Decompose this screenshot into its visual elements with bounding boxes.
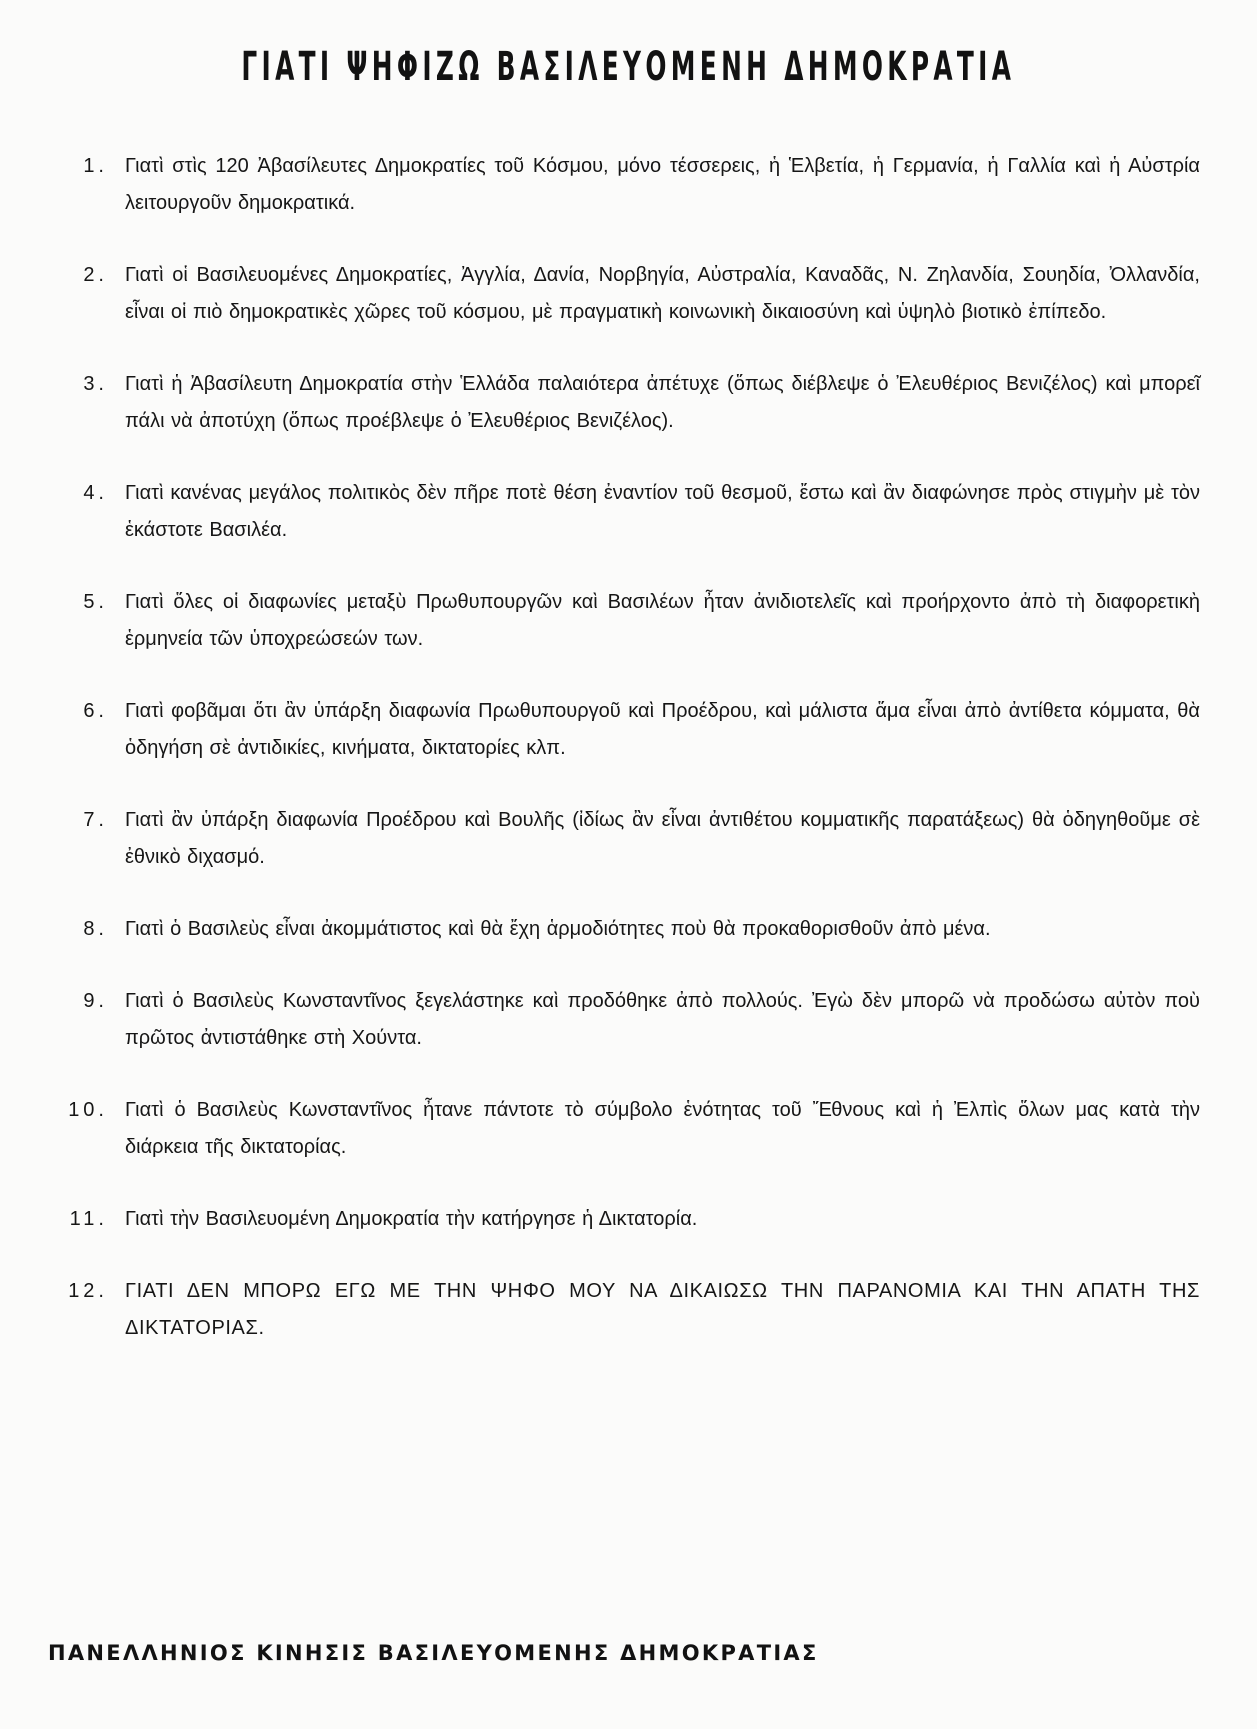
reason-item-8 xyxy=(48,911,1200,948)
organization-signature: ΠΑΝΕΛΛΗΝΙΟΣ ΚΙΝΗΣΙΣ ΒΑΣΙΛΕΥΟΜΕΝΗΣ ΔΗΜΟΚΡΑΤΙΑΣ xyxy=(48,1641,819,1665)
reason-text: Γιατὶ ὅλες οἱ διαφωνίες μεταξὺ Πρωθυπουργῶν καὶ Βασιλέων ἦταν ἀνιδιοτελεῖς καὶ προήρχοντο ἀπὸ τὴ διαφορετικὴ ἑρμηνεία τῶν ὑποχρεώσεών των. xyxy=(125,591,1200,650)
reason-number: 1. xyxy=(83,155,108,177)
reason-number: 9. xyxy=(83,990,108,1012)
reason-number: 3. xyxy=(83,373,108,395)
reason-text: Γιατὶ ἂν ὑπάρξη διαφωνία Προέδρου καὶ Βουλῆς (ἰδίως ἂν εἶναι ἀντιθέτου κομματικῆς παρατάξεως) θὰ ὁδηγηθοῦμε σὲ ἐθνικὸ διχασμό. xyxy=(125,809,1200,868)
reason-text: Γιατὶ φοβᾶμαι ὅτι ἂν ὑπάρξη διαφωνία Πρωθυπουργοῦ καὶ Προέδρου, καὶ μάλιστα ἅμα εἶναι ἀπὸ ἀντίθετα κόμματα, θὰ ὁδηγήση σὲ ἀντιδικίες, κινήματα, δικτατορίες κλπ. xyxy=(125,700,1200,759)
leaflet-title: ΓΙΑΤΙ ΨΗΦΙΖΩ ΒΑΣΙΛΕΥΟΜΕΝΗ ΔΗΜΟΚΡΑΤΙΑ xyxy=(241,44,1016,90)
reason-item-4 xyxy=(48,475,1200,549)
reason-item-3 xyxy=(48,366,1200,440)
reason-number: 5. xyxy=(83,591,108,613)
reason-item-1 xyxy=(48,148,1200,222)
reason-item-7 xyxy=(48,802,1200,876)
reason-item-11 xyxy=(48,1201,1200,1238)
reason-item-9 xyxy=(48,983,1200,1057)
reason-number: 10. xyxy=(68,1099,108,1121)
reason-number: 4. xyxy=(83,482,108,504)
reason-number: 2. xyxy=(83,264,108,286)
reason-item-12 xyxy=(48,1273,1200,1347)
reason-text: Γιατὶ ὁ Βασιλεὺς εἶναι ἀκομμάτιστος καὶ θὰ ἔχη ἁρμοδιότητες ποὺ θὰ προκαθορισθοῦν ἀπὸ μένα. xyxy=(125,918,991,940)
reason-item-5 xyxy=(48,584,1200,658)
reason-text: Γιατὶ ὁ Βασιλεὺς Κωνσταντῖνος ἦτανε πάντοτε τὸ σύμβολο ἑνότητας τοῦ Ἔθνους καὶ ἡ Ἐλπὶς ὅλων μας κατὰ τὴν διάρκεια τῆς δικτατορίας. xyxy=(125,1099,1200,1158)
reason-number: 7. xyxy=(83,809,108,831)
reason-number: 12. xyxy=(68,1280,108,1302)
reason-text: Γιατὶ ὁ Βασιλεὺς Κωνσταντῖνος ξεγελάστηκε καὶ προδόθηκε ἀπὸ πολλούς. Ἐγὼ δὲν μπορῶ νὰ προδώσω αὐτὸν ποὺ πρῶτος ἀντιστάθηκε στὴ Χούντα. xyxy=(125,990,1200,1049)
reason-text: Γιατὶ στὶς 120 Ἀβασίλευτες Δημοκρατίες τοῦ Κόσμου, μόνο τέσσερεις, ἡ Ἑλβετία, ἡ Γερμανία, ἡ Γαλλία καὶ ἡ Αὐστρία λειτουργοῦν δημοκρατικά. xyxy=(125,155,1200,214)
reason-number: 6. xyxy=(83,700,108,722)
reason-item-2 xyxy=(48,257,1200,331)
reason-text: Γιατὶ οἱ Βασιλευομένες Δημοκρατίες, Ἀγγλία, Δανία, Νορβηγία, Αὐστραλία, Καναδᾶς, Ν. Ζηλανδία, Σουηδία, Ὀλλανδία, εἶναι οἱ πιὸ δημοκρατικὲς χῶρες τοῦ κόσμου, μὲ πραγματικὴ κοινωνικὴ δικαιοσύνη καὶ ὑψηλὸ βιοτικὸ ἐπίπεδο. xyxy=(125,264,1200,323)
reasons-list xyxy=(48,148,1200,1382)
reason-item-6 xyxy=(48,693,1200,767)
reason-text: Γιατὶ κανένας μεγάλος πολιτικὸς δὲν πῆρε ποτὲ θέση ἐναντίον τοῦ θεσμοῦ, ἔστω καὶ ἂν διαφώνησε πρὸς στιγμὴν μὲ τὸν ἑκάστοτε Βασιλέα. xyxy=(125,482,1200,541)
reason-number: 8. xyxy=(83,918,108,940)
reason-text: Γιατὶ τὴν Βασιλευομένη Δημοκρατία τὴν κατήργησε ἡ Δικτατορία. xyxy=(125,1208,698,1230)
reason-text: Γιατὶ ἡ Ἀβασίλευτη Δημοκρατία στὴν Ἑλλάδα παλαιότερα ἀπέτυχε (ὅπως διέβλεψε ὁ Ἐλευθέριος Βενιζέλος) καὶ μπορεῖ πάλι νὰ ἀποτύχη (ὅπως προέβλεψε ὁ Ἐλευθέριος Βενιζέλος). xyxy=(125,373,1200,432)
reason-number: 11. xyxy=(69,1208,108,1230)
reason-item-10 xyxy=(48,1092,1200,1166)
reason-text: ΓΙΑΤΙ ΔΕΝ ΜΠΟΡΩ ΕΓΩ ΜΕ ΤΗΝ ΨΗΦΟ ΜΟΥ ΝΑ ΔΙΚΑΙΩΣΩ ΤΗΝ ΠΑΡΑΝΟΜΙΑ ΚΑΙ ΤΗΝ ΑΠΑΤΗ ΤΗΣ ΔΙΚΤΑΤΟΡΙΑΣ. xyxy=(125,1280,1200,1339)
